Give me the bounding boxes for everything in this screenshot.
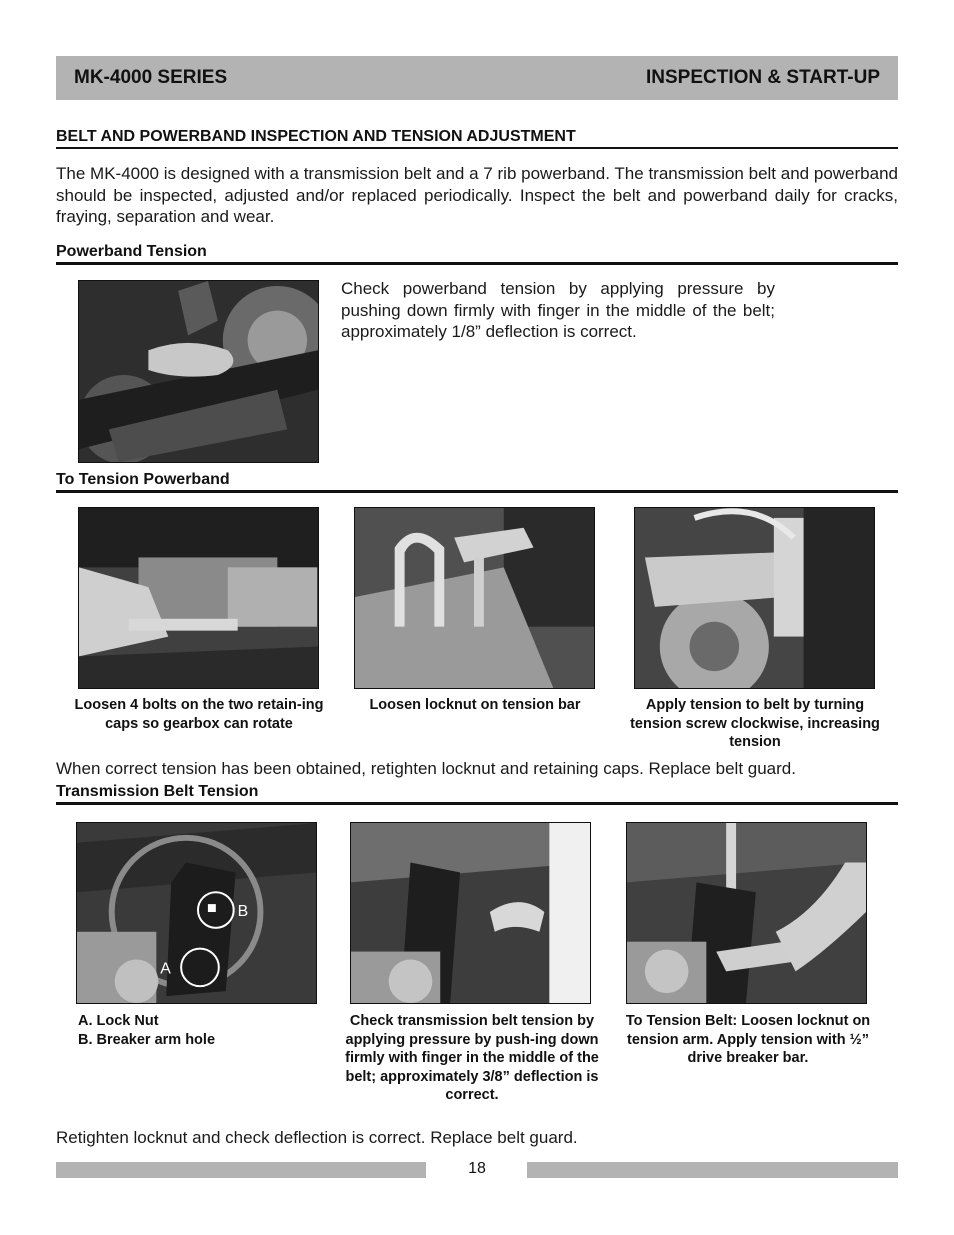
caption-loosen-locknut: Loosen locknut on tension bar	[369, 697, 581, 713]
retighten-caps-text: When correct tension has been obtained, retighten locknut and retaining caps. Replace belt guard.	[56, 759, 796, 778]
transmission-belt-heading: Transmission Belt Tension	[56, 783, 898, 805]
label-a: A	[160, 960, 171, 978]
caption-breaker-bar: To Tension Belt: Loosen locknut on tension arm. Apply tension with ½” drive breaker bar.	[625, 1013, 871, 1066]
belt-section-heading: BELT AND POWERBAND INSPECTION AND TENSION ADJUSTMENT	[56, 128, 898, 149]
closing-text: Retighten locknut and check deflection is correct. Replace belt guard.	[56, 1128, 578, 1147]
series-title: MK-4000 SERIES	[74, 67, 228, 88]
page-number: 18	[468, 1160, 486, 1177]
legend-item-breaker-arm-hole: B. Breaker arm hole	[78, 1031, 216, 1048]
belt-intro-paragraph: The MK-4000 is designed with a transmission belt and a 7 rib powerband. The transmission belt and powerband should be inspected, adjusted and/or replaced periodically. Inspect the belt and powerband daily for cracks, fraying, separation and wear.	[56, 164, 898, 226]
lock-nut-legend	[78, 1012, 318, 1049]
footer-bar-left	[56, 1162, 426, 1178]
powerband-tension-text: Check powerband tension by applying pressure by pushing down firmly with finger in the middle of the belt; approximately 1/8” deflection is correct.	[341, 279, 775, 341]
check-belt-photo	[350, 822, 591, 1004]
section-title: INSPECTION & START-UP	[646, 67, 880, 88]
legend-item-lock-nut: A. Lock Nut	[78, 1013, 159, 1029]
caption-loosen-bolts: Loosen 4 bolts on the two retain-ing caps so gearbox can rotate	[74, 697, 324, 732]
label-b: B	[237, 902, 249, 920]
caption-apply-tension: Apply tension to belt by turning tension screw clockwise, increasing tension	[630, 697, 880, 750]
to-tension-powerband-heading: To Tension Powerband	[56, 471, 898, 493]
apply-tension-photo	[634, 507, 875, 689]
caption-check-belt: Check transmission belt tension by applying pressure by push-ing down firmly with finger in the middle of the belt; approximately 3/8” deflection is correct.	[345, 1013, 599, 1103]
powerband-tension-heading: Powerband Tension	[56, 243, 898, 265]
powerband-check-photo	[78, 280, 319, 463]
page-header-bar	[56, 56, 898, 100]
breaker-bar-photo	[626, 822, 867, 1004]
loosen-locknut-photo	[354, 507, 595, 689]
loosen-bolts-photo	[78, 507, 319, 689]
lock-nut-diagram-photo	[76, 822, 317, 1004]
footer-bar-right	[527, 1162, 898, 1178]
